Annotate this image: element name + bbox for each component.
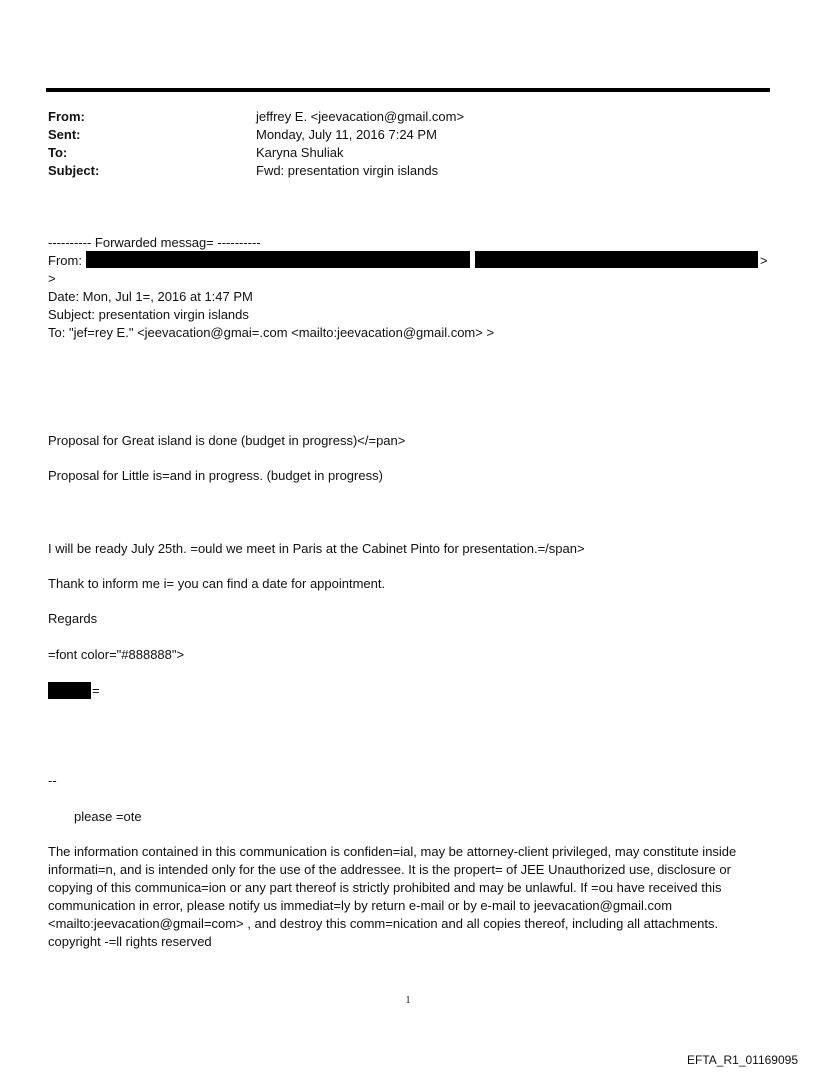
signature-dashes: -- <box>48 773 57 788</box>
body-paragraph: Proposal for Little is=and in progress. (budget in progress) <box>48 468 383 483</box>
forward-separator: ---------- Forwarded messag= ---------- <box>48 235 261 250</box>
redaction-bar <box>475 251 758 268</box>
signature-redaction <box>48 682 91 699</box>
confidentiality-disclaimer: The information contained in this communication is confiden=ial, may be attorney-client privileged, may constitute inside informati=n, and is intended only for the use of the addressee. It is the propert= of JEE Unauthorized use, disclosure or copying of this communica=ion or any part thereof is strictly prohibited and may be unlawful. If =ou have received this communication in error, please notify us immediat=ly by return e-mail or by e-mail to jeevacation@gmail.com <mailto:jeevacation@gmail=com> , and destroy this comm=nication and all copies thereof, including all attachments. copyright -=ll rights reserved <box>48 844 737 949</box>
sent-value: Monday, July 11, 2016 7:24 PM <box>256 127 437 142</box>
forward-to: To: "jef=rey E." <jeevacation@gmai=.com <mailto:jeevacation@gmail.com> > <box>48 325 495 340</box>
header-rule <box>46 88 770 92</box>
body-regards: Regards <box>48 611 98 626</box>
forward-from-label: From: <box>48 253 82 268</box>
page-number: 1 <box>405 995 411 1006</box>
signature-tail: = <box>92 683 100 698</box>
bates-number: EFTA_R1_01169095 <box>687 1053 798 1067</box>
forward-subject: Subject: presentation virgin islands <box>48 307 249 322</box>
subject-label: Subject: <box>48 163 100 178</box>
forward-from-tail: > <box>760 253 768 268</box>
to-label: To: <box>48 145 68 160</box>
subject-value: Fwd: presentation virgin islands <box>256 163 439 178</box>
forward-date: Date: Mon, Jul 1=, 2016 at 1:47 PM <box>48 289 253 304</box>
from-label: From: <box>48 109 85 124</box>
body-paragraph: Proposal for Great island is done (budget in progress)</=pan> <box>48 433 406 448</box>
body-paragraph: Thank to inform me i= you can find a date for appointment. <box>48 576 386 591</box>
body-font-tag: =font color="#888888"> <box>48 647 185 662</box>
forward-from-cont: > <box>48 271 56 286</box>
to-value: Karyna Shuliak <box>256 145 344 160</box>
body-paragraph: I will be ready July 25th. =ould we meet in Paris at the Cabinet Pinto for presentation.=/span> <box>48 541 585 556</box>
from-value: jeffrey E. <jeevacation@gmail.com> <box>256 109 465 124</box>
redaction-bar <box>86 251 470 268</box>
sent-label: Sent: <box>48 127 81 142</box>
please-note: please =ote <box>74 809 142 824</box>
